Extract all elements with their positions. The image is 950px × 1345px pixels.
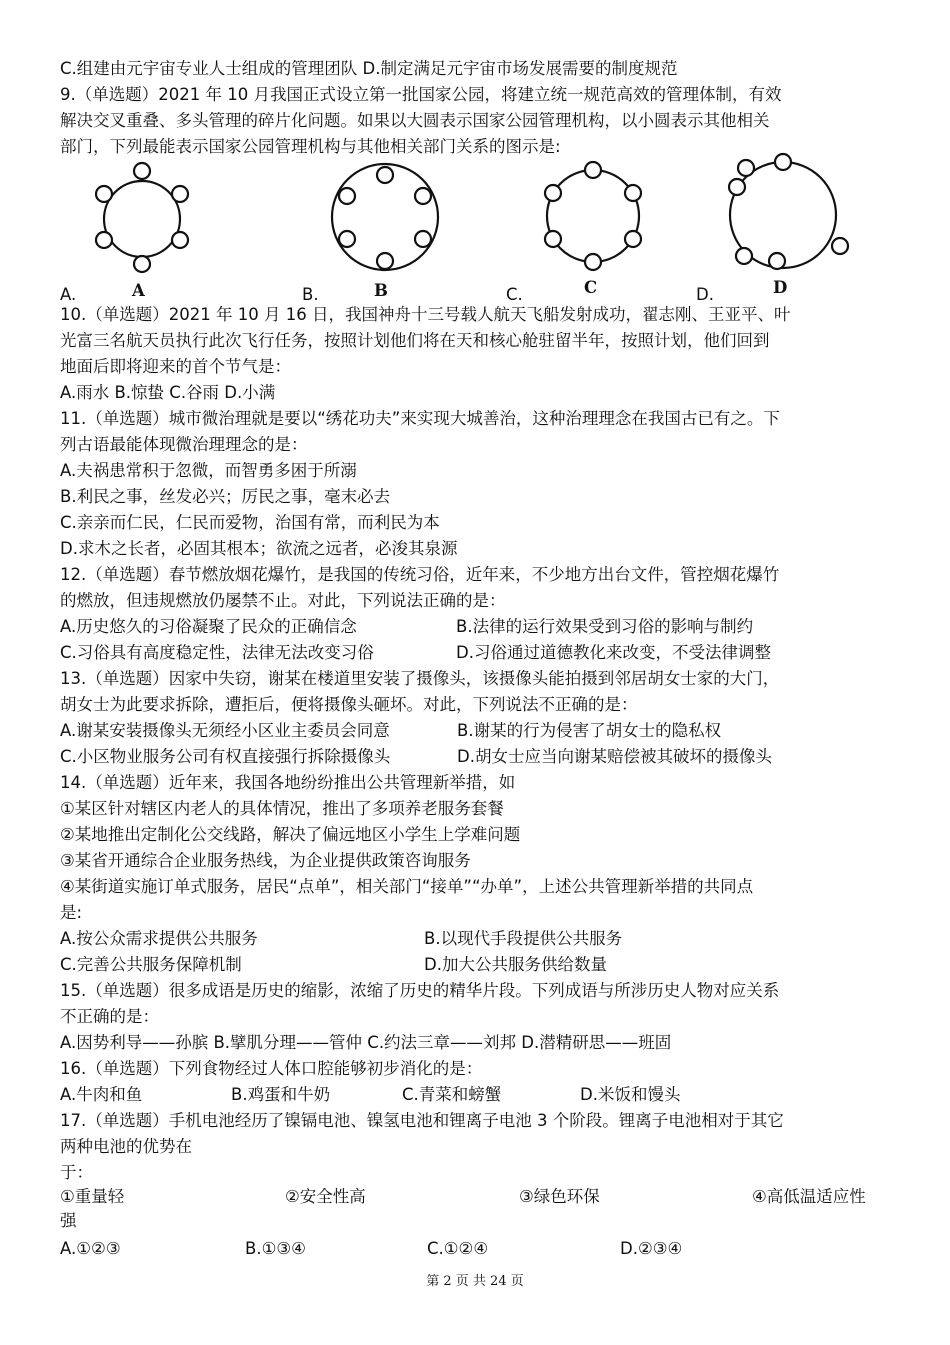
q17-option-d: D.②③④	[620, 1239, 683, 1258]
q12-option-a: A.历史悠久的习俗凝聚了民众的正确信念	[60, 617, 357, 636]
q8-option-line: C.组建由元宇宙专业人士组成的管理团队 D.制定满足元宇宙市场发展需要的制度规范	[60, 59, 678, 78]
diagram-d-label: D	[773, 278, 788, 297]
q9-stem-line-3: 部门，下列最能表示国家公园管理机构与其他相关部门关系的图示是:	[60, 137, 561, 156]
q17-item-4: ④高低温适应性	[752, 1187, 866, 1206]
diagram-a	[96, 163, 188, 272]
q15-stem-line-1: 15.（单选题）很多成语是历史的缩影，浓缩了历史的精华片段。下列成语与所涉历史人物对应关系	[60, 981, 780, 1000]
q17-option-b: B.①③④	[245, 1239, 306, 1258]
q17-option-c: C.①②④	[427, 1239, 489, 1258]
q9-option-c: C.	[506, 285, 523, 304]
q9-stem-line-2: 解决交叉重叠、多头管理的碎片化问题。如果以大圆表示国家公园管理机构，以小圆表示其他相关	[60, 111, 770, 130]
page-footer: 第 2 页 共 24 页	[426, 1274, 524, 1289]
q13-stem-line-2: 胡女士为此要求拆除，遭拒后，便将摄像头砸坏。对此，下列说法不正确的是：	[60, 695, 638, 714]
q14-item-2: ②某地推出定制化公交线路，解决了偏远地区小学生上学难问题	[60, 825, 521, 844]
q9-option-d: D.	[696, 285, 714, 304]
q14-item-4: ④某街道实施订单式服务，居民“点单”，相关部门“接单”“办单”，上述公共管理新举措的共同点	[60, 877, 754, 896]
q17-option-a: A.①②③	[60, 1239, 121, 1258]
q15-stem-line-2: 不正确的是：	[60, 1007, 159, 1026]
q16-option-b: B.鸡蛋和牛奶	[231, 1085, 331, 1104]
q11-option-b: B.利民之事，丝发必兴；厉民之事，毫末必去	[60, 487, 391, 506]
q16-option-a: A.牛肉和鱼	[60, 1085, 143, 1104]
q12-option-d: D.习俗通过道德教化来改变，不受法律调整	[456, 643, 771, 662]
q14-option-c: C.完善公共服务保障机制	[60, 955, 242, 974]
q16-stem: 16.（单选题）下列食物经过人体口腔能够初步消化的是：	[60, 1059, 483, 1078]
q11-stem-line-2: 列古语最能体现微治理理念的是：	[60, 435, 308, 454]
q12-stem-line-1: 12.（单选题）春节燃放烟花爆竹，是我国的传统习俗，近年来，不少地方出台文件，管控烟花爆竹	[60, 565, 780, 584]
q12-option-b: B.法律的运行效果受到习俗的影响与制约	[456, 617, 754, 636]
diagram-d	[729, 154, 848, 269]
q10-stem-line-1: 10.（单选题）2021 年 10 月 16 日，我国神舟十三号载人航天飞船发射成功，翟志刚、王亚平、叶	[60, 305, 791, 324]
q14-stem-tail: 是:	[60, 903, 83, 922]
q14-item-3: ③某省开通综合企业服务热线，为企业提供政策咨询服务	[60, 851, 471, 870]
q17-stem-line-1: 17.（单选题）手机电池经历了镍镉电池、镍氢电池和锂离子电池 3 个阶段。锂离子电池相对于其它	[60, 1111, 784, 1130]
q9-diagrams	[0, 0, 950, 310]
q10-options: A.雨水 B.惊蛰 C.谷雨 D.小满	[60, 383, 276, 402]
q14-option-b: B.以现代手段提供公共服务	[424, 929, 623, 948]
q9-option-a: A.	[60, 285, 77, 304]
q13-stem-line-1: 13.（单选题）因家中失窃，谢某在楼道里安装了摄像头，该摄像头能拍摄到邻居胡女士家的大门，	[60, 669, 780, 688]
diagram-c	[545, 162, 641, 270]
diagram-b	[332, 164, 438, 270]
q13-option-b: B.谢某的行为侵害了胡女士的隐私权	[457, 721, 722, 740]
q17-item-2: ②安全性高	[285, 1187, 366, 1206]
q12-option-c: C.习俗具有高度稳定性，法律无法改变习俗	[60, 643, 374, 662]
q13-option-d: D.胡女士应当向谢某赔偿被其破坏的摄像头	[457, 747, 772, 766]
q17-item-1: ①重量轻	[60, 1187, 125, 1206]
q14-option-a: A.按公众需求提供公共服务	[60, 929, 258, 948]
q17-stem-line-3: 于：	[60, 1163, 93, 1182]
q15-options: A.因势利导——孙膑 B.擘肌分理——管仲 C.约法三章——刘邦 D.潜精研思——班固	[60, 1033, 672, 1052]
q10-stem-line-3: 地面后即将迎来的首个节气是：	[60, 357, 291, 376]
q10-stem-line-2: 光富三名航天员执行此次飞行任务，按照计划他们将在天和核心舱驻留半年，按照计划，他们回到	[60, 331, 770, 350]
diagram-c-label: C	[584, 278, 598, 297]
q11-option-d: D.求木之长者，必固其根本；欲流之远者，必浚其泉源	[60, 539, 458, 558]
q17-item-3: ③绿色环保	[519, 1187, 600, 1206]
q13-option-a: A.谢某安装摄像头无须经小区业主委员会同意	[60, 721, 390, 740]
q11-option-a: A.夫祸患常积于忽微，而智勇多困于所溺	[60, 461, 357, 480]
q9-option-b: B.	[302, 285, 319, 304]
q11-option-c: C.亲亲而仁民，仁民而爱物，治国有常，而利民为本	[60, 513, 440, 532]
q16-option-c: C.青菜和螃蟹	[402, 1085, 502, 1104]
q13-option-c: C.小区物业服务公司有权直接强行拆除摄像头	[60, 747, 391, 766]
q17-stem-line-2: 两种电池的优势在	[60, 1137, 192, 1156]
q14-option-d: D.加大公共服务供给数量	[424, 955, 607, 974]
q16-option-d: D.米饭和馒头	[580, 1085, 681, 1104]
q14-stem-line-1: 14.（单选题）近年来，我国各地纷纷推出公共管理新举措，如	[60, 773, 516, 792]
q12-stem-line-2: 的燃放，但违规燃放仍屡禁不止。对此，下列说法正确的是：	[60, 591, 506, 610]
q11-stem-line-1: 11.（单选题）城市微治理就是要以“绣花功夫”来实现大城善治，这种治理理念在我国古已有之。下	[60, 409, 780, 428]
q9-stem-line-1: 9.（单选题）2021 年 10 月我国正式设立第一批国家公园，将建立统一规范高效的管理体制，有效	[60, 85, 782, 104]
diagram-a-label: A	[132, 281, 145, 300]
diagram-b-label: B	[374, 281, 388, 300]
q14-item-1: ①某区针对辖区内老人的具体情况，推出了多项养老服务套餐	[60, 799, 504, 818]
q17-item-wrap: 强	[60, 1211, 77, 1230]
